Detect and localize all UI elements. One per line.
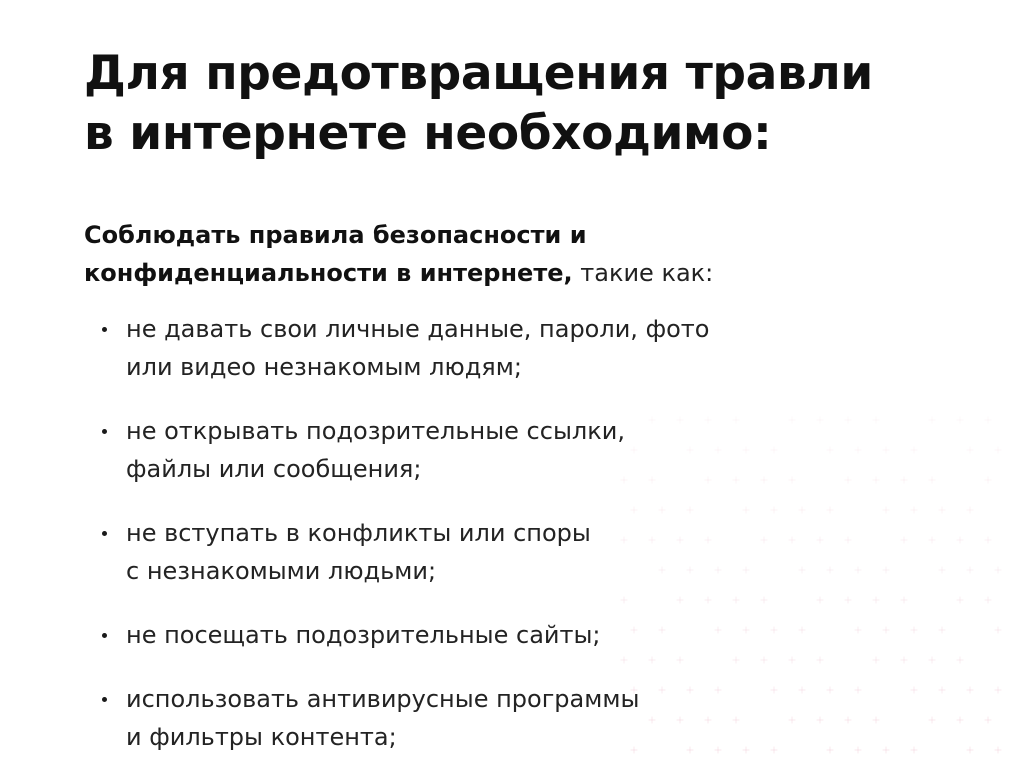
- page-title: [84, 44, 944, 164]
- bullet-dot-icon: [102, 633, 107, 638]
- intro-bold-line-2: конфиденциальности в интернете,: [84, 259, 573, 287]
- list-item-5-line-1: использовать антивирусные программы: [126, 685, 640, 713]
- list-item-5: [102, 680, 944, 756]
- list-item-1-line-1: не давать свои личные данные, пароли, фото: [126, 315, 710, 343]
- slide-content: [84, 44, 944, 756]
- intro-regular-tail: такие как:: [572, 259, 714, 287]
- list-item-1: [102, 310, 944, 386]
- list-item-3: [102, 514, 944, 590]
- list-item-3-line-1: не вступать в конфликты или споры: [126, 519, 591, 547]
- list-item-2-line-1: не открывать подозрительные ссылки,: [126, 417, 625, 445]
- list-item-2: [102, 412, 944, 488]
- title-line-2: в интернете необходимо:: [84, 106, 772, 161]
- bullet-dot-icon: [102, 327, 107, 332]
- list-item-4: [102, 616, 944, 654]
- bullet-dot-icon: [102, 697, 107, 702]
- bullet-dot-icon: [102, 531, 107, 536]
- list-item-5-line-2: и фильтры контента;: [126, 723, 397, 751]
- intro-paragraph: [84, 216, 944, 292]
- list-item-4-line-1: не посещать подозрительные сайты;: [126, 621, 601, 649]
- safety-rules-list: [102, 310, 944, 756]
- list-item-2-line-2: файлы или сообщения;: [126, 455, 422, 483]
- bullet-dot-icon: [102, 429, 107, 434]
- title-line-1: Для предотвращения травли: [84, 46, 873, 101]
- list-item-1-line-2: или видео незнакомым людям;: [126, 353, 522, 381]
- list-item-3-line-2: с незнакомыми людьми;: [126, 557, 437, 585]
- intro-bold-line-1: Соблюдать правила безопасности и: [84, 221, 587, 249]
